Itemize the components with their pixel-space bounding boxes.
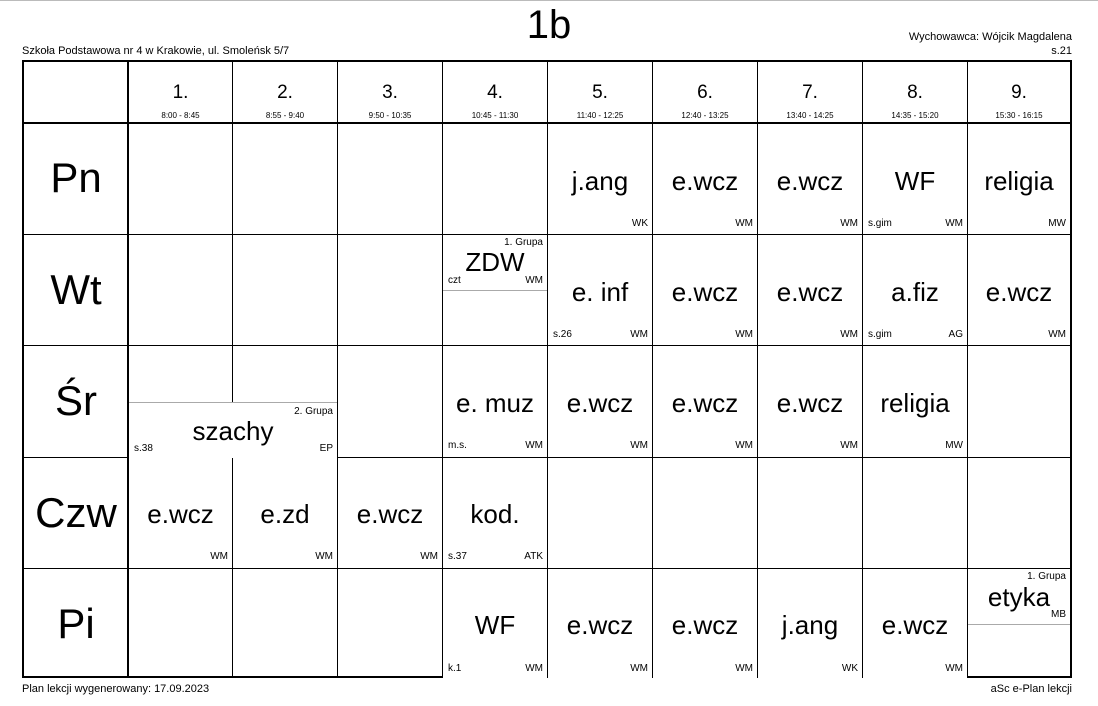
period-number: 6. xyxy=(697,82,713,103)
lesson-teacher: WM xyxy=(630,440,648,451)
lesson-subject: e.wcz xyxy=(671,388,739,418)
period-number: 8. xyxy=(907,82,923,103)
lesson-cell[interactable] xyxy=(443,569,547,678)
period-time: 8:00 - 8:45 xyxy=(161,111,200,120)
lesson-subject: e.wcz xyxy=(566,610,634,640)
group-lesson-cell[interactable] xyxy=(968,569,1070,625)
lesson-subject: e.wcz xyxy=(671,166,739,196)
lesson-teacher: WM xyxy=(945,663,963,674)
lesson-cell[interactable] xyxy=(653,346,757,457)
col-divider xyxy=(232,62,233,676)
period-number: 7. xyxy=(802,82,818,103)
lesson-subject: e.wcz xyxy=(776,166,844,196)
lesson-subject: e.wcz xyxy=(671,610,739,640)
lesson-teacher: WM xyxy=(525,275,543,286)
lesson-group: 2. Grupa xyxy=(294,406,333,417)
lesson-cell[interactable] xyxy=(758,124,862,234)
lesson-teacher: WM xyxy=(525,440,543,451)
software-credit: aSc e-Plan lekcji xyxy=(990,683,1072,695)
lesson-subject: religia xyxy=(880,388,950,418)
lesson-cell[interactable] xyxy=(863,569,967,678)
lesson-subject: e.wcz xyxy=(147,499,214,529)
lesson-cell[interactable] xyxy=(863,235,967,345)
lesson-teacher: WM xyxy=(840,218,858,229)
period-time: 9:50 - 10:35 xyxy=(368,111,412,120)
lesson-subject: WF xyxy=(474,610,516,640)
lesson-subject: a.fiz xyxy=(891,277,939,307)
lesson-teacher: WM xyxy=(630,663,648,674)
lesson-subject: e.wcz xyxy=(776,277,844,307)
timetable-grid xyxy=(22,60,1072,678)
lesson-subject: e.wcz xyxy=(985,277,1053,307)
lesson-subject: e.wcz xyxy=(356,499,424,529)
group-lesson-cell[interactable] xyxy=(129,402,337,458)
lesson-cell[interactable] xyxy=(863,346,967,457)
lesson-cell[interactable] xyxy=(968,235,1070,345)
lesson-room: k.1 xyxy=(448,663,462,674)
homeroom-teacher: Wychowawca: Wójcik Magdalena xyxy=(908,31,1072,43)
lesson-subject: ZDW xyxy=(465,247,525,277)
period-number: 2. xyxy=(277,82,293,103)
lesson-room: s.37 xyxy=(448,551,467,562)
lesson-room: m.s. xyxy=(448,440,467,451)
col-divider xyxy=(337,62,338,676)
lesson-group: 1. Grupa xyxy=(1027,571,1066,582)
lesson-subject: j.ang xyxy=(571,166,629,196)
lesson-subject: szachy xyxy=(192,416,274,446)
period-header xyxy=(863,62,967,123)
lesson-teacher: AG xyxy=(948,329,963,340)
day-label: Wt xyxy=(50,266,102,313)
lesson-cell[interactable] xyxy=(548,235,652,345)
lesson-teacher: EP xyxy=(319,443,333,454)
school-name: Szkoła Podstawowa nr 4 w Krakowie, ul. Smoleńsk 5/7 xyxy=(22,45,290,57)
lesson-room: s.38 xyxy=(134,443,153,454)
day-label: Pn xyxy=(50,154,102,201)
lesson-cell[interactable] xyxy=(758,346,862,457)
lesson-cell[interactable] xyxy=(758,569,862,678)
lesson-cell[interactable] xyxy=(758,235,862,345)
lesson-cell[interactable] xyxy=(443,458,547,568)
lesson-room: s.gim xyxy=(868,329,892,340)
lesson-room: czt xyxy=(448,275,461,286)
period-time: 15:30 - 16:15 xyxy=(995,111,1043,120)
class-title: 1b xyxy=(526,3,572,47)
lesson-teacher: WM xyxy=(840,329,858,340)
period-header xyxy=(758,62,862,123)
lesson-teacher: WM xyxy=(735,663,753,674)
homeroom-info xyxy=(909,30,1072,58)
lesson-teacher: MW xyxy=(1048,218,1066,229)
lesson-cell[interactable] xyxy=(338,458,442,568)
lesson-cell[interactable] xyxy=(653,124,757,234)
period-number: 1. xyxy=(172,82,189,103)
lesson-teacher: WM xyxy=(210,551,228,562)
generated-date: Plan lekcji wygenerowany: 17.09.2023 xyxy=(22,683,210,695)
lesson-group: 1. Grupa xyxy=(504,237,543,248)
lesson-teacher: WM xyxy=(735,218,753,229)
lesson-teacher: WM xyxy=(1048,329,1066,340)
period-header xyxy=(233,62,337,123)
lesson-cell[interactable] xyxy=(233,458,337,568)
lesson-cell[interactable] xyxy=(653,569,757,678)
day-label: Śr xyxy=(55,377,97,424)
period-number: 4. xyxy=(487,82,503,103)
lesson-teacher: WM xyxy=(735,440,753,451)
period-time: 8:55 - 9:40 xyxy=(265,111,305,120)
lesson-subject: religia xyxy=(984,166,1054,196)
lesson-subject: j.ang xyxy=(781,610,839,640)
lesson-teacher: MB xyxy=(1051,609,1066,620)
lesson-room: s.26 xyxy=(553,329,572,340)
lesson-teacher: WM xyxy=(525,663,543,674)
lesson-cell[interactable] xyxy=(548,124,652,234)
period-header xyxy=(129,62,232,123)
period-header xyxy=(653,62,757,123)
lesson-teacher: WM xyxy=(735,329,753,340)
lesson-teacher: MW xyxy=(945,440,963,451)
period-header xyxy=(968,62,1070,123)
top-border xyxy=(0,0,1098,1)
period-time: 12:40 - 13:25 xyxy=(681,111,729,120)
lesson-teacher: WK xyxy=(631,218,648,229)
lesson-cell[interactable] xyxy=(653,235,757,345)
lesson-teacher: ATK xyxy=(524,551,543,562)
period-number: 9. xyxy=(1011,82,1027,103)
lesson-subject: e.wcz xyxy=(566,388,634,418)
lesson-subject: e.wcz xyxy=(776,388,844,418)
period-header xyxy=(338,62,442,123)
lesson-cell[interactable] xyxy=(548,346,652,457)
lesson-room: s.gim xyxy=(868,218,892,229)
period-time: 11:40 - 12:25 xyxy=(576,111,624,120)
lesson-subject: e. muz xyxy=(455,388,535,418)
lesson-subject: e.wcz xyxy=(881,610,949,640)
lesson-subject: kod. xyxy=(470,499,520,529)
lesson-subject: WF xyxy=(894,166,936,196)
lesson-cell[interactable] xyxy=(968,124,1070,234)
period-time: 10:45 - 11:30 xyxy=(471,111,519,120)
lesson-teacher: WM xyxy=(315,551,333,562)
group-lesson-cell[interactable] xyxy=(443,235,547,291)
lesson-cell[interactable] xyxy=(863,124,967,234)
day-label: Czw xyxy=(35,489,117,536)
lesson-cell[interactable] xyxy=(129,458,232,568)
lesson-cell[interactable] xyxy=(443,346,547,457)
period-header xyxy=(443,62,547,123)
period-number: 3. xyxy=(382,82,398,103)
period-time: 14:35 - 15:20 xyxy=(891,111,939,120)
lesson-teacher: WM xyxy=(840,440,858,451)
lesson-cell[interactable] xyxy=(548,569,652,678)
lesson-subject: etyka xyxy=(987,582,1051,612)
lesson-subject: e.wcz xyxy=(671,277,739,307)
lesson-teacher: WM xyxy=(630,329,648,340)
lesson-teacher: WM xyxy=(945,218,963,229)
lesson-subject: e.zd xyxy=(260,499,310,529)
homeroom-room: s.21 xyxy=(1051,45,1072,57)
period-time: 13:40 - 14:25 xyxy=(786,111,834,120)
lesson-teacher: WK xyxy=(841,663,858,674)
lesson-teacher: WM xyxy=(420,551,438,562)
day-label: Pi xyxy=(57,600,95,647)
lesson-subject: e. inf xyxy=(571,277,629,307)
period-number: 5. xyxy=(592,82,608,103)
period-header xyxy=(548,62,652,123)
